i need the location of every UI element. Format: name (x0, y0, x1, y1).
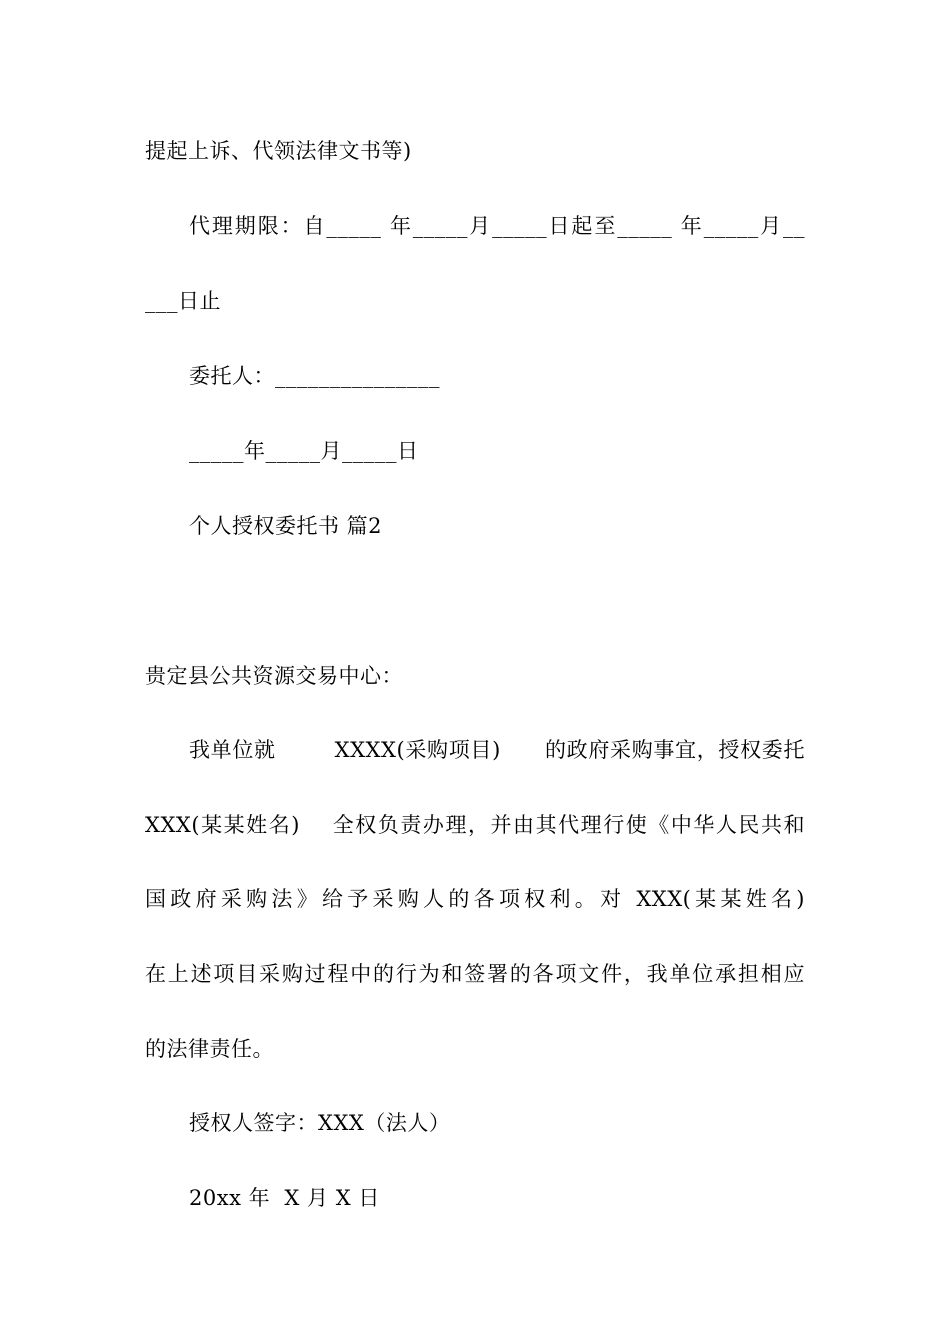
text-line-agency-period-end: ___日止 (145, 289, 221, 313)
signatory-line: 授权人签字：XXX（法人） (189, 1111, 451, 1135)
body-line-4: 在上述项目采购过程中的行为和签署的各项文件，我单位承担相应 (145, 962, 805, 986)
body-line-2: XXX(某某姓名) 全权负责办理，并由其代理行使《中华人民共和 (145, 813, 805, 837)
signature-date-line: 20xx 年 X 月 X 日 (189, 1186, 380, 1210)
text-line-principal: 委托人：_______________ (189, 364, 440, 388)
text-line-date-blank: _____年_____月_____日 (189, 439, 419, 463)
addressee-line: 贵定县公共资源交易中心： (145, 664, 403, 688)
text-line-agency-period: 代理期限：自_____ 年_____月_____日起至_____ 年_____月__ (189, 214, 805, 238)
section-title: 个人授权委托书 篇2 (189, 514, 383, 538)
body-line-3: 国政府采购法》给予采购人的各项权利。对 XXX(某某姓名) (145, 887, 805, 911)
text-line-appeal: 提起上诉、代领法律文书等) (145, 139, 412, 163)
body-line-1: 我单位就 XXXX(采购项目) 的政府采购事宜，授权委托 (189, 738, 805, 762)
body-line-5: 的法律责任。 (145, 1037, 274, 1061)
